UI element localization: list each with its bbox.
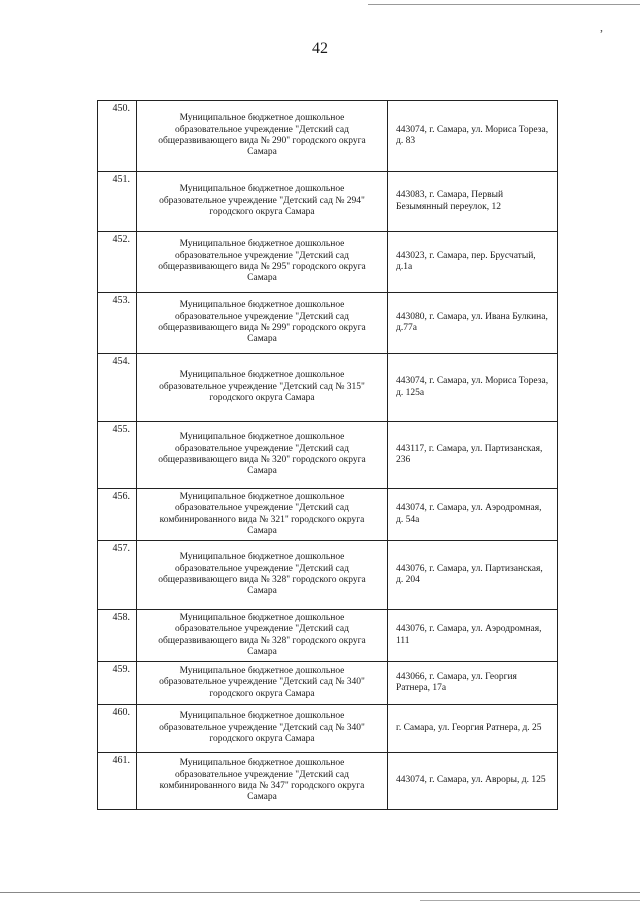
table-row	[98, 101, 558, 172]
institution-address: 443083, г. Самара, Первый Безымянный переулок, 12	[388, 172, 558, 232]
row-number: 459.	[98, 662, 137, 705]
row-number: 461.	[98, 753, 137, 810]
row-number: 457.	[98, 541, 137, 610]
institution-address: г. Самара, ул. Георгия Ратнера, д. 25	[388, 705, 558, 753]
institution-address: 443074, г. Самара, ул. Мориса Тореза, д. 125а	[388, 354, 558, 422]
row-number: 458.	[98, 610, 137, 662]
institution-name: Муниципальное бюджетное дошкольное образовательное учреждение "Детский сад общеразвивающего вида № 328" городского округа Самара	[137, 610, 388, 662]
institution-address: 443074, г. Самара, ул. Авроры, д. 125	[388, 753, 558, 810]
row-number: 452.	[98, 232, 137, 293]
institution-name: Муниципальное бюджетное дошкольное образовательное учреждение "Детский сад комбинированного вида № 321" городского округа Самара	[137, 489, 388, 541]
institution-name: Муниципальное бюджетное дошкольное образовательное учреждение "Детский сад общеразвивающего вида № 290" городского округа Самара	[137, 101, 388, 172]
institution-name: Муниципальное бюджетное дошкольное образовательное учреждение "Детский сад комбинированного вида № 347" городского округа Самара	[137, 753, 388, 810]
table-row	[98, 489, 558, 541]
row-number: 454.	[98, 354, 137, 422]
scan-edge-bottom-secondary	[420, 900, 640, 901]
table-row	[98, 705, 558, 753]
page-number: 42	[312, 40, 328, 57]
scan-edge-bottom	[0, 892, 640, 893]
table-row	[98, 610, 558, 662]
row-number: 450.	[98, 101, 137, 172]
row-number: 451.	[98, 172, 137, 232]
table-row	[98, 753, 558, 810]
institution-address: 443066, г. Самара, ул. Георгия Ратнера, 17а	[388, 662, 558, 705]
institution-address: 443080, г. Самара, ул. Ивана Булкина, д.77а	[388, 293, 558, 354]
table-row	[98, 662, 558, 705]
table-row	[98, 172, 558, 232]
institution-address: 443076, г. Самара, ул. Аэродромная, 111	[388, 610, 558, 662]
institution-address: 443074, г. Самара, ул. Аэродромная, д. 54а	[388, 489, 558, 541]
row-number: 456.	[98, 489, 137, 541]
scan-edge-top	[368, 4, 640, 5]
scan-mark: ,	[600, 20, 603, 34]
institution-address: 443074, г. Самара, ул. Мориса Тореза, д. 83	[388, 101, 558, 172]
institution-address: 443023, г. Самара, пер. Брусчатый, д.1а	[388, 232, 558, 293]
table-row	[98, 354, 558, 422]
institution-name: Муниципальное бюджетное дошкольное образовательное учреждение "Детский сад № 340" городского округа Самара	[137, 705, 388, 753]
institution-address: 443076, г. Самара, ул. Партизанская, д. 204	[388, 541, 558, 610]
table-row	[98, 232, 558, 293]
institution-name: Муниципальное бюджетное дошкольное образовательное учреждение "Детский сад общеразвивающего вида № 320" городского округа Самара	[137, 422, 388, 489]
institution-name: Муниципальное бюджетное дошкольное образовательное учреждение "Детский сад общеразвивающего вида № 299" городского округа Самара	[137, 293, 388, 354]
row-number: 455.	[98, 422, 137, 489]
table-row	[98, 422, 558, 489]
institution-address: 443117, г. Самара, ул. Партизанская, 236	[388, 422, 558, 489]
institution-name: Муниципальное бюджетное дошкольное образовательное учреждение "Детский сад общеразвивающего вида № 295" городского округа Самара	[137, 232, 388, 293]
row-number: 453.	[98, 293, 137, 354]
institution-name: Муниципальное бюджетное дошкольное образовательное учреждение "Детский сад № 340" городского округа Самара	[137, 662, 388, 705]
institution-name: Муниципальное бюджетное дошкольное образовательное учреждение "Детский сад № 294" городского округа Самара	[137, 172, 388, 232]
institutions-table	[97, 100, 558, 810]
institution-name: Муниципальное бюджетное дошкольное образовательное учреждение "Детский сад общеразвивающего вида № 328" городского округа Самара	[137, 541, 388, 610]
institution-name: Муниципальное бюджетное дошкольное образовательное учреждение "Детский сад № 315" городского округа Самара	[137, 354, 388, 422]
table-row	[98, 293, 558, 354]
row-number: 460.	[98, 705, 137, 753]
table-row	[98, 541, 558, 610]
